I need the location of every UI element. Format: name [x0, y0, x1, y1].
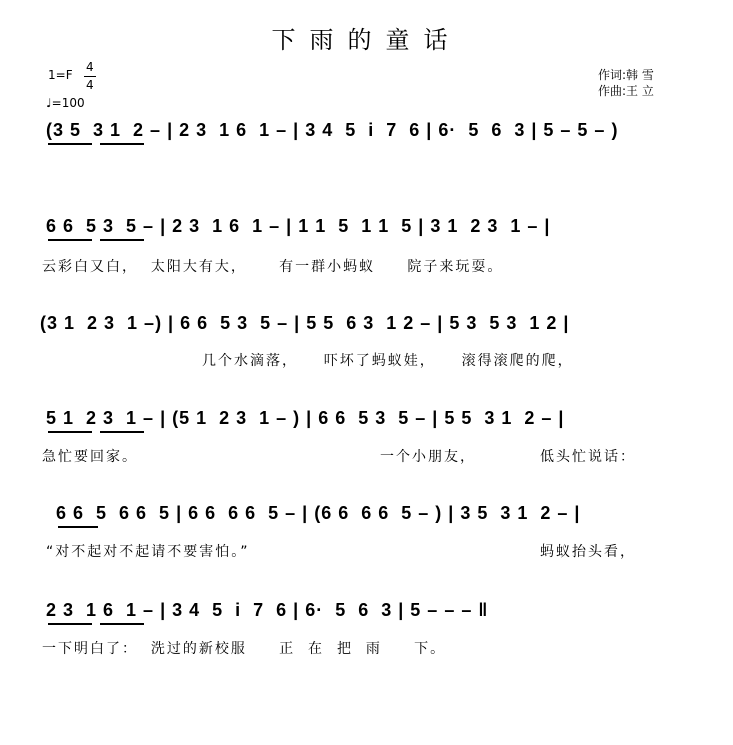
- beam: [48, 431, 92, 433]
- lyrics-line-5a: “对不起对不起请不要害怕。”: [46, 544, 250, 560]
- beam: [100, 431, 144, 433]
- beam: [100, 623, 144, 625]
- tempo-mark: ♩=100: [46, 96, 85, 110]
- lyrics-line-5b: 蚂蚁抬头看，: [540, 544, 636, 560]
- beam: [48, 239, 92, 241]
- time-sig-top: 4: [86, 60, 94, 74]
- time-sig-bottom: 4: [86, 78, 94, 92]
- lyricist-credit: 作词:韩 雪: [598, 68, 654, 82]
- notation-line-2: 6 6 5 3 5 – | 2 3 1 6 1 – | 1 1 5 1 1 5 | 3 1 2 3 1 – |: [46, 216, 551, 236]
- composer-credit: 作曲:王 立: [598, 84, 654, 98]
- lyrics-line-3: 几个水滴落， 吓坏了蚂蚁娃， 滚得滚爬的爬，: [202, 353, 574, 369]
- notation-line-4: 5 1 2 3 1 – | (5 1 2 3 1 – ) | 6 6 5 3 5 – | 5 5 3 1 2 – |: [46, 408, 565, 428]
- beam: [58, 526, 98, 528]
- beam: [100, 239, 144, 241]
- lyrics-line-2: 云彩白又白， 太阳大有大， 有一群小蚂蚁 院子来玩耍。: [42, 259, 504, 275]
- notation-line-5: 6 6 5 6 6 5 | 6 6 6 6 5 – | (6 6 6 6 5 – ) | 3 5 3 1 2 – |: [56, 503, 581, 523]
- notation-line-1: (3 5 3 1 2 – | 2 3 1 6 1 – | 3 4 5 i 7 6 | 6· 5 6 3 | 5 – 5 – ): [46, 120, 619, 140]
- lyrics-line-4b: 一个小朋友，: [380, 449, 476, 465]
- notation-line-6: 2 3 1 6 1 – | 3 4 5 i 7 6 | 6· 5 6 3 | 5 – – – ‖: [46, 600, 489, 620]
- lyrics-line-4c: 低头忙说话：: [540, 449, 636, 465]
- beam: [48, 623, 92, 625]
- lyrics-line-6: 一下明白了： 洗过的新校服 正 在 把 雨 下。: [42, 641, 447, 657]
- key-signature: 1=F: [48, 68, 73, 82]
- lyrics-line-4a: 急忙要回家。: [42, 449, 138, 465]
- song-title: 下雨的童话: [271, 26, 462, 54]
- notation-line-3: (3 1 2 3 1 –) | 6 6 5 3 5 – | 5 5 6 3 1 2 – | 5 3 5 3 1 2 |: [40, 313, 570, 333]
- beam: [100, 143, 144, 145]
- beam: [48, 143, 92, 145]
- time-sig-line: [84, 76, 96, 77]
